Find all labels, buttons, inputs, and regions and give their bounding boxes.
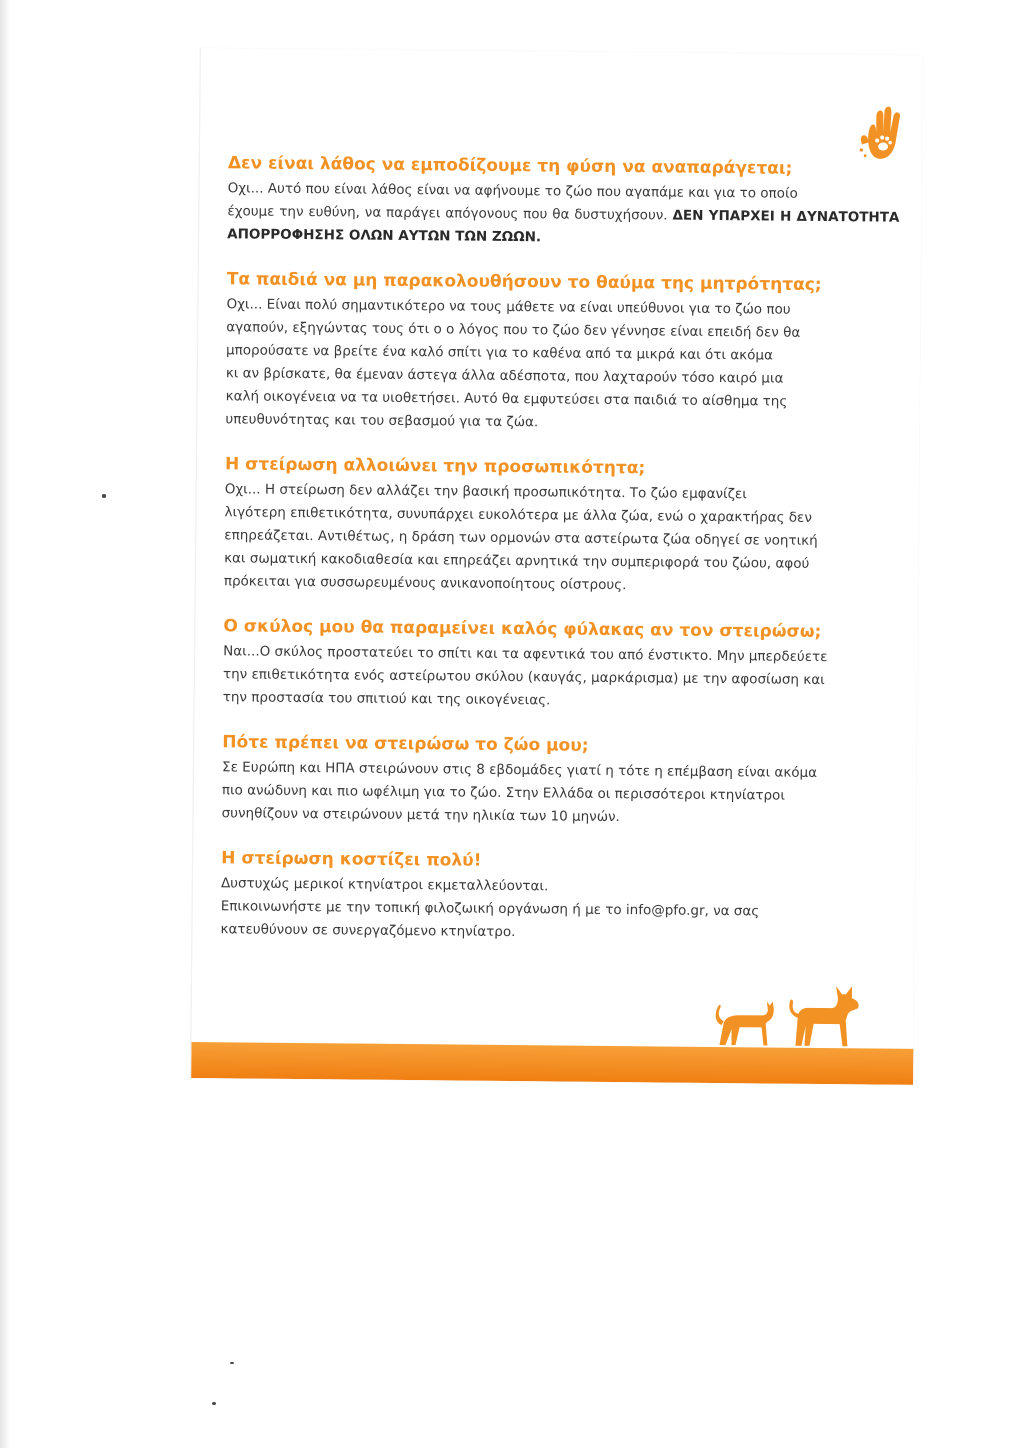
body-line: λιγότερη επιθετικότητα, συνυπάρχει ευκολότερα με άλλα ζώα, ενώ ο χαρακτήρας δεν <box>224 504 812 526</box>
footer-orange-band <box>191 1042 913 1085</box>
section-body <box>222 756 895 831</box>
body-line: Οχι... Αυτό που είναι λάθος είναι να αφήνουμε το ζώο που αγαπάμε και για το οποίο <box>227 180 798 202</box>
emphasis-text: ΔΕΝ ΥΠΑΡΧΕΙ Η ΔΥΝΑΤΟΤΗΤΑ ΑΠΟΡΡΟΦΗΣΗΣ ΟΛΩΝ ΑΥΤΩΝ ΤΩΝ ΖΩΩΝ. <box>227 207 900 246</box>
body-line: καλή οικογένεια να τα υιοθετήσει. Αυτό θα εμφυτεύσει στα παιδιά το αίσθημα της <box>225 388 788 410</box>
body-line: την επιθετικότητα ενός αστείρωτου σκύλου (καυγάς, μαρκάρισμα) με την αφοσίωση και <box>222 666 825 689</box>
body-line: συνηθίζουν να στειρώνουν μετά την ηλικία των 10 μηνών. <box>221 805 620 826</box>
body-line: Οχι... Είναι πολύ σημαντικότερο να τους μάθετε να είναι υπεύθυνοι για το ζώο που <box>226 296 791 318</box>
body-line: αγαπούν, εξηγώντας τους ότι ο ο λόγος που το ζώο δεν γέννησε είναι επειδή δεν θα <box>226 319 801 341</box>
section-body <box>225 293 898 437</box>
body-line: πρόκειται για συσσωρευμένους ανικανοποίητους οίστρους. <box>223 573 627 594</box>
body-line: κι αν βρίσκατε, θα έμεναν άστεγα άλλα αδέσποτα, που λαχταρούν τόσο καιρό μια <box>225 365 784 387</box>
body-line: Ναι...Ο σκύλος προστατεύει το σπίτι και τα αφεντικά του από ένστικτο. Μην μπερδεύετε <box>223 643 828 666</box>
scan-edge-shadow <box>0 0 10 1448</box>
section-heading: Η στείρωση αλλοιώνει την προσωπικότητα; <box>224 454 646 479</box>
body-line: πιο ανώδυνη και πιο ωφέλιμη για το ζώο. Στην Ελλάδα οι περισσότεροι κτηνίατροι <box>221 782 786 804</box>
scan-speck <box>230 1362 234 1364</box>
body-line: Οχι... Η στείρωση δεν αλλάζει την βασική προσωπικότητα. Το ζώο εμφανίζει <box>224 481 747 503</box>
cat-and-dog-icon <box>709 983 870 1055</box>
faq-section <box>222 731 895 831</box>
section-body <box>220 872 893 947</box>
body-line: Επικοινωνήστε με την τοπική φιλοζωική οργάνωση ή με το info@pfo.gr, να σας <box>220 898 760 920</box>
faq-section <box>225 268 899 437</box>
scan-speck <box>102 494 106 498</box>
leaflet-sheet <box>190 48 923 1085</box>
body-line: επηρεάζεται. Αντιθέτως, η δράση των ορμονών στα αστείρωτα ζώα οδηγεί σε νοητική <box>224 527 818 549</box>
body-line: Δυστυχώς μερικοί κτηνίατροι εκμεταλλεύονται. <box>220 875 549 895</box>
section-heading: Πότε πρέπει να στειρώσω το ζώο μου; <box>222 732 589 756</box>
faq-section <box>223 615 896 715</box>
section-body <box>223 640 896 715</box>
body-line: κατευθύνουν σε συνεργαζόμενο κτηνίατρο. <box>220 921 516 941</box>
body-line: έχουμε την ευθύνη, να παράγει απόγονους που θα δυστυχήσουν. <box>227 203 668 224</box>
faq-section <box>224 453 897 599</box>
body-line: και σωματική κακοδιαθεσία και επηρεάζει αρνητικά την συμπεριφορά του ζώου, αφού <box>224 550 810 572</box>
section-body <box>224 478 897 599</box>
body-line: υπευθυνότητας και του σεβασμού για τα ζώα. <box>225 411 539 431</box>
section-heading: Ο σκύλος μου θα παραμείνει καλός φύλακας αν τον στειρώσω; <box>223 616 822 642</box>
leaflet-content <box>220 152 900 969</box>
faq-section <box>220 847 893 947</box>
section-heading: Η στείρωση κοστίζει πολύ! <box>221 848 482 871</box>
section-heading: Τα παιδιά να μη παρακολουθήσουν το θαύμα της μητρότητας; <box>226 269 822 295</box>
faq-section <box>227 152 900 252</box>
section-heading: Δεν είναι λάθος να εμποδίζουμε τη φύση να αναπαράγεται; <box>227 153 793 179</box>
body-line: την προστασία του σπιτιού και της οικογένειας. <box>222 689 551 709</box>
scan-speck <box>212 1402 216 1405</box>
body-line: μπορούσατε να βρείτε ένα καλό σπίτι για το καθένα από τα μικρά και ότι ακόμα <box>226 342 774 364</box>
body-line: Σε Ευρώπη και ΗΠΑ στειρώνουν στις 8 εβδομάδες γιατί η τότε η επέμβαση είναι ακόμα <box>222 759 818 781</box>
section-body <box>227 177 900 252</box>
